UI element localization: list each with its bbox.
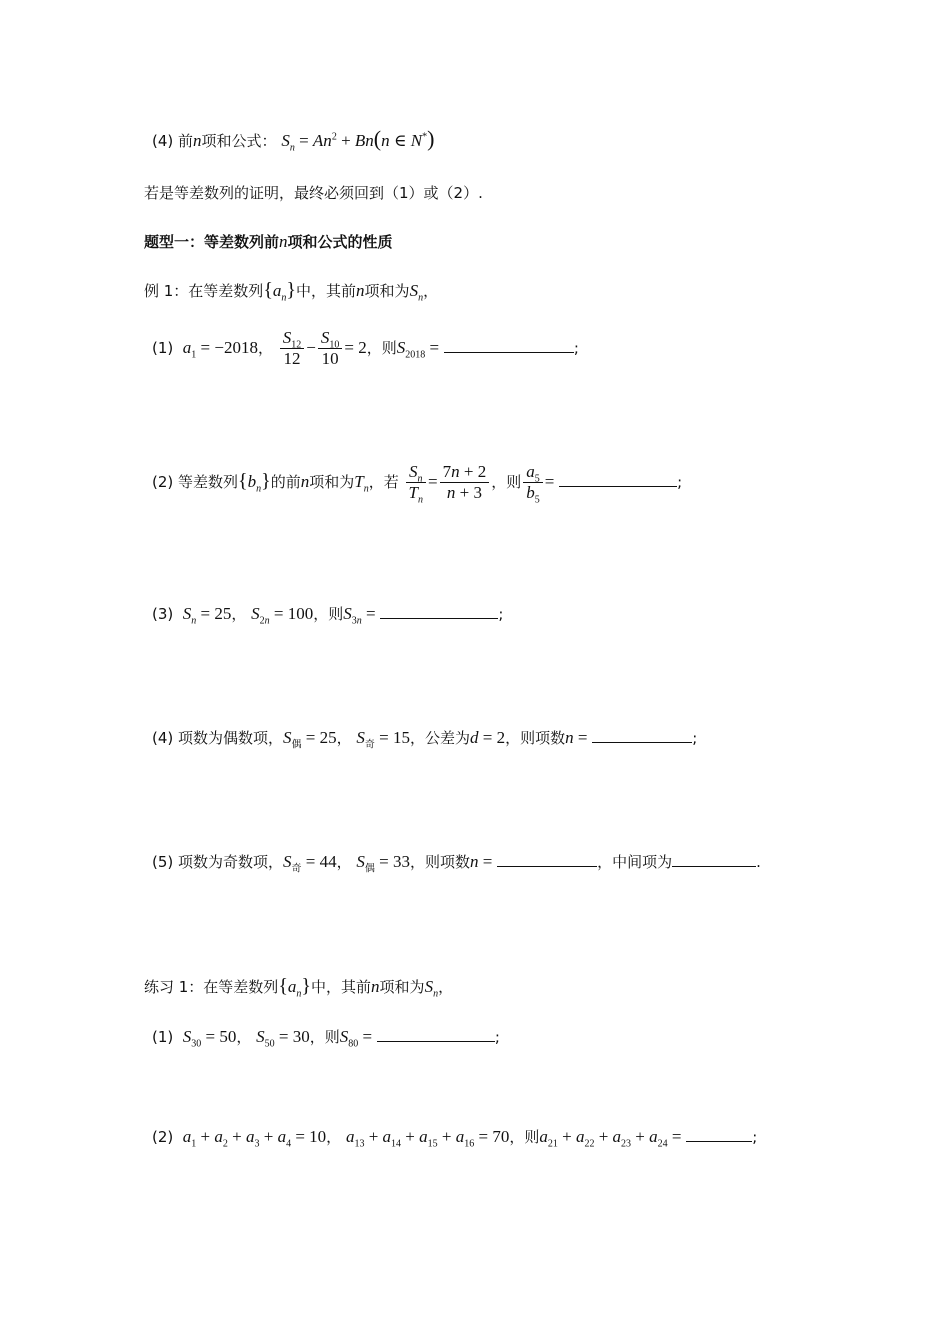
answer-blank[interactable]: [444, 338, 574, 353]
question-text: ，公差为: [410, 729, 471, 747]
formula-item-4: (4) 前n项和公式： $S_n = An^2 + Bn(n$ ∈ N*): [152, 126, 435, 154]
example-question-2: (2) 等差数列$\{b_n\}$的前n项和为$T_n$，若 $\frac{S_n}{T_n}$ = $\frac{7n + 2}{n + 3}$ ，则 $\frac{a_5}{b_5}$ = ;: [152, 462, 683, 506]
question-label: (1): [152, 1028, 174, 1046]
practice-intro-text: 项和为: [379, 978, 425, 996]
question-text: ，则: [509, 1128, 540, 1146]
practice-intro: 练习 1：在等差数列$\{a_n\}$中，其前n项和为$S_n$，: [144, 975, 454, 1000]
proof-note: 若是等差数列的证明，最终必须回到（1）或（2）.: [144, 184, 483, 202]
question-text: 项和为: [309, 473, 355, 491]
example-question-1: (1) $a_1 = -2018$， $\frac{S_{12}}{12}$ − $\frac{S_{10}}{10}$ = 2，则$S_{2018}$ = ;: [152, 328, 579, 368]
question-label: (4) 项数为偶数项，: [152, 729, 284, 747]
answer-blank[interactable]: [672, 852, 756, 867]
section-title-tail: 项和公式的性质: [287, 233, 393, 251]
question-label: (2): [152, 1128, 174, 1146]
example-intro-text: 项和为: [364, 282, 410, 300]
practice-intro-text: 练习 1：在等差数列: [144, 978, 279, 996]
question-label: (3): [152, 605, 174, 623]
section-title-text: 题型一：等差数列前: [144, 233, 280, 251]
question-text: ，若: [368, 473, 399, 491]
practice-question-2: (2) $a_1 + a_2 + a_3 + a_4 = 10$， $a_{13} + a_{14} + a_{15} + a_{16} = 70$，则$a_{21} + a_{22} + a_{23} + a_{24}$ = ;: [152, 1127, 758, 1150]
question-label: (1): [152, 339, 174, 357]
question-label: (5) 项数为奇数项，: [152, 853, 284, 871]
question-text: ，则: [366, 339, 397, 357]
question-text: ，则: [491, 473, 522, 491]
example-question-3: (3) $S_n = 25$， $S_{2n} = 100$，则$S_{3n}$ = ;: [152, 604, 504, 627]
answer-blank[interactable]: [686, 1127, 752, 1142]
item-text: 项和公式：: [201, 132, 277, 150]
example-question-4: (4) 项数为偶数项，$S_偶 = 25$， $S_奇 = 15$，公差为d = 2，则项数n = ;: [152, 728, 698, 751]
question-text: ，则项数: [410, 853, 471, 871]
question-text: ，中间项为: [597, 853, 673, 871]
answer-blank[interactable]: [377, 1027, 495, 1042]
question-label: (2) 等差数列: [152, 473, 239, 491]
item-label: (4) 前: [152, 132, 194, 150]
question-text: 的前: [270, 473, 301, 491]
practice-intro-text: 中，其前: [311, 978, 372, 996]
practice-question-1: (1) $S_{30} = 50$， $S_{50} = 30$，则$S_{80}$ = ;: [152, 1027, 500, 1050]
example-intro-text: 例 1：在等差数列: [144, 282, 264, 300]
answer-blank[interactable]: [380, 604, 498, 619]
question-text: ，则: [313, 605, 344, 623]
answer-blank[interactable]: [559, 472, 677, 487]
example-question-5: (5) 项数为奇数项，$S_奇 = 44$， $S_偶 = 33$，则项数n = ，中间项为 .: [152, 852, 761, 875]
question-text: ，则: [309, 1028, 340, 1046]
answer-blank[interactable]: [497, 852, 597, 867]
example-intro: 例 1：在等差数列$\{a_n\}$中，其前n项和为$S_n$，: [144, 279, 439, 304]
section-title: 题型一：等差数列前n项和公式的性质: [144, 232, 393, 251]
question-text: ，则项数: [505, 729, 566, 747]
answer-blank[interactable]: [592, 728, 692, 743]
example-intro-text: 中，其前: [296, 282, 357, 300]
